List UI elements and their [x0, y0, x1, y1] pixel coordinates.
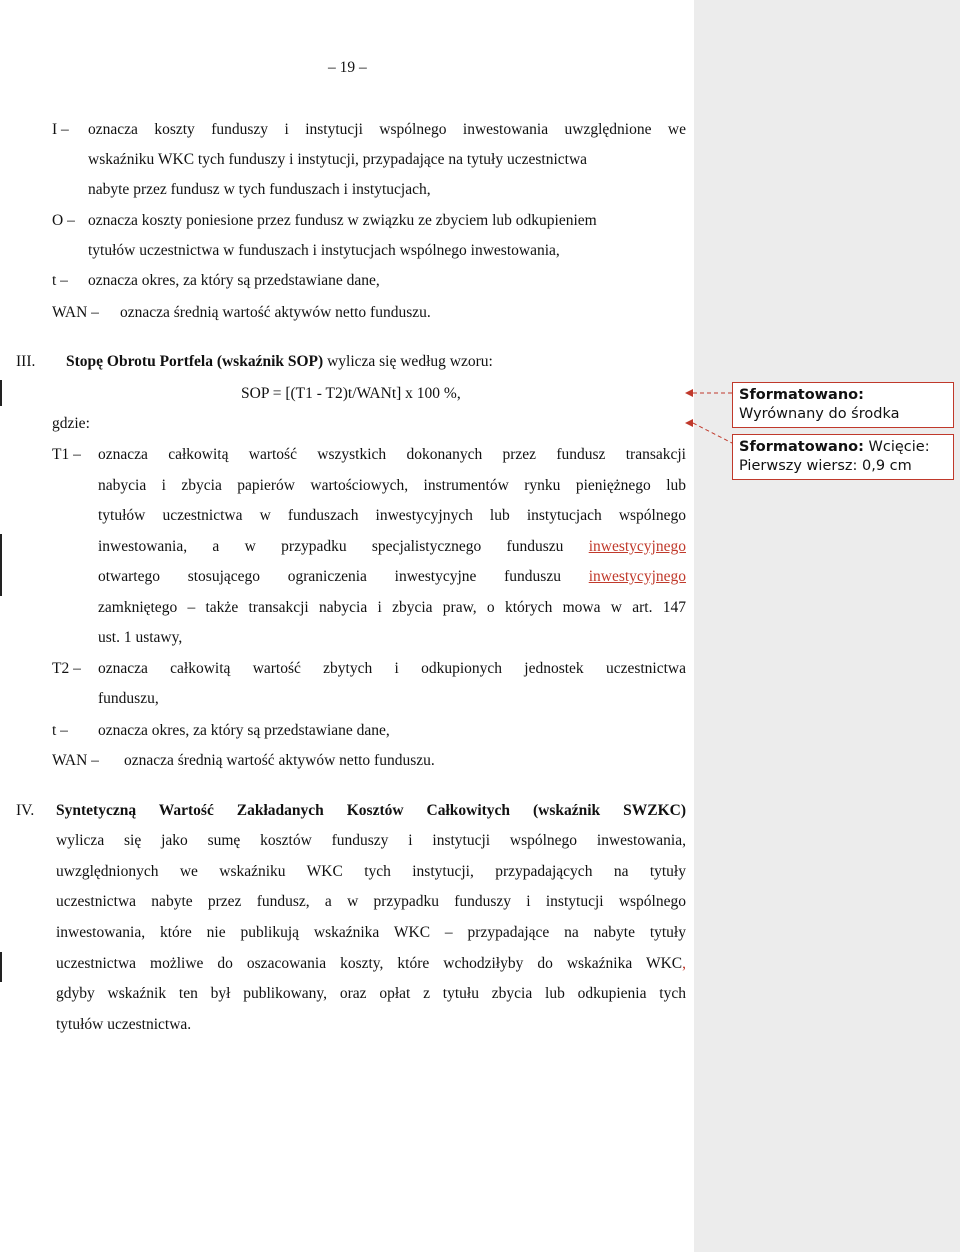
section-iv-line-6: gdyby wskaźnik ten był publikowany, oraz opłat z tytułu zbycia lub odkupienia tych: [56, 985, 686, 1002]
def-text-wan: oznacza średnią wartość aktywów netto funduszu.: [120, 304, 431, 321]
def-text-t: oznacza okres, za który są przedstawiane dane,: [88, 272, 380, 289]
t1-line-1: oznacza całkowitą wartość wszystkich dokonanych przez fundusz transakcji: [98, 446, 686, 463]
t-term: t –: [52, 722, 68, 739]
section-iv-line-2: uwzględnionych we wskaźniku WKC tych instytucji, przypadających na tytuły: [56, 863, 686, 880]
sop-formula: SOP = [(T1 - T2)t/WANt] x 100 %,: [241, 385, 461, 402]
section-iv-numeral: IV.: [16, 802, 35, 819]
comment-balloon-1[interactable]: [732, 382, 954, 428]
anchor-marker: [685, 389, 693, 397]
section-iii-heading-rest: wylicza się według wzoru:: [323, 353, 493, 370]
def-text-i-1: oznacza koszty funduszy i instytucji wspólnego inwestowania uwzględnione we: [88, 121, 686, 138]
section-iv-line-4: inwestowania, które nie publikują wskaźnika WKC – przypadające na nabyte tytuły: [56, 924, 686, 941]
page-number: – 19 –: [328, 59, 367, 76]
def-term-t: t –: [52, 272, 68, 289]
section-iii-numeral: III.: [16, 353, 36, 370]
t1-line-2: nabycia i zbycia papierów wartościowych, instrumentów rynku pieniężnego lub: [98, 477, 686, 494]
t2-line-2: funduszu,: [98, 690, 159, 707]
comment-label: Sformatowano:: [739, 439, 864, 455]
def-text-i-2: wskaźniku WKC tych funduszy i instytucji, przypadające na tytuły uczestnictwa: [88, 151, 588, 168]
t1-line-7: ust. 1 ustawy,: [98, 629, 183, 646]
section-iv-line-3: uczestnictwa nabyte przez fundusz, a w przypadku funduszy i instytucji wspólnego: [56, 893, 686, 910]
gdzie-label: gdzie:: [52, 415, 90, 432]
revision-mark: ,: [682, 955, 686, 972]
t2-term: T2 –: [52, 660, 81, 677]
def-term-i: I –: [52, 121, 69, 138]
comment-text: Wyrównany do środka: [739, 406, 900, 422]
wan-term: WAN –: [52, 752, 99, 769]
t1-line-5-text: otwartego stosującego ograniczenia inwestycyjne funduszu: [98, 568, 561, 585]
comment-connector-2: [693, 423, 732, 443]
revision-insert: inwestycyjnego: [588, 568, 687, 585]
section-iv-line-5-text: uczestnictwa możliwe do oszacowania koszty, które wchodziłyby do wskaźnika WKC: [56, 955, 683, 972]
comment-label: Sformatowano:: [739, 387, 864, 403]
t1-term: T1 –: [52, 446, 81, 463]
t1-line-3: tytułów uczestnictwa w funduszach inwestycyjnych lub instytucjach wspólnego: [98, 507, 686, 524]
anchor-marker: [685, 419, 693, 427]
t1-line-4-text: inwestowania, a w przypadku specjalistycznego funduszu: [98, 538, 564, 555]
section-iii-heading-bold: Stopę Obrotu Portfela (wskaźnik SOP): [66, 353, 324, 370]
def-text-o-1: oznacza koszty poniesione przez fundusz w związku ze zbyciem lub odkupieniem: [88, 212, 597, 229]
section-iv-heading: Syntetyczną Wartość Zakładanych Kosztów Całkowitych (wskaźnik SWZKC): [56, 802, 686, 819]
def-term-wan: WAN –: [52, 304, 99, 321]
t-text: oznacza okres, za który są przedstawiane dane,: [98, 722, 390, 739]
comment-balloon-2[interactable]: [732, 434, 954, 480]
section-iv-line-7: tytułów uczestnictwa.: [56, 1016, 192, 1033]
section-iv-line-1: wylicza się jako sumę kosztów funduszy i instytucji wspólnego inwestowania,: [56, 832, 686, 849]
comment-text-inline: Wcięcie:: [868, 439, 930, 455]
t2-line-1: oznacza całkowitą wartość zbytych i odkupionych jednostek uczestnictwa: [98, 660, 686, 677]
wan-text: oznacza średnią wartość aktywów netto funduszu.: [124, 752, 435, 769]
def-text-i-3: nabyte przez fundusz w tych funduszach i instytucjach,: [88, 181, 431, 198]
revision-insert: inwestycyjnego: [588, 538, 686, 555]
t1-line-6: zamkniętego – także transakcji nabycia i zbycia praw, o których mowa w art. 147: [98, 599, 686, 616]
def-text-o-2: tytułów uczestnictwa w funduszach i instytucjach wspólnego inwestowania,: [88, 242, 560, 259]
comment-text: Pierwszy wiersz: 0,9 cm: [739, 458, 912, 474]
def-term-o: O –: [52, 212, 75, 229]
